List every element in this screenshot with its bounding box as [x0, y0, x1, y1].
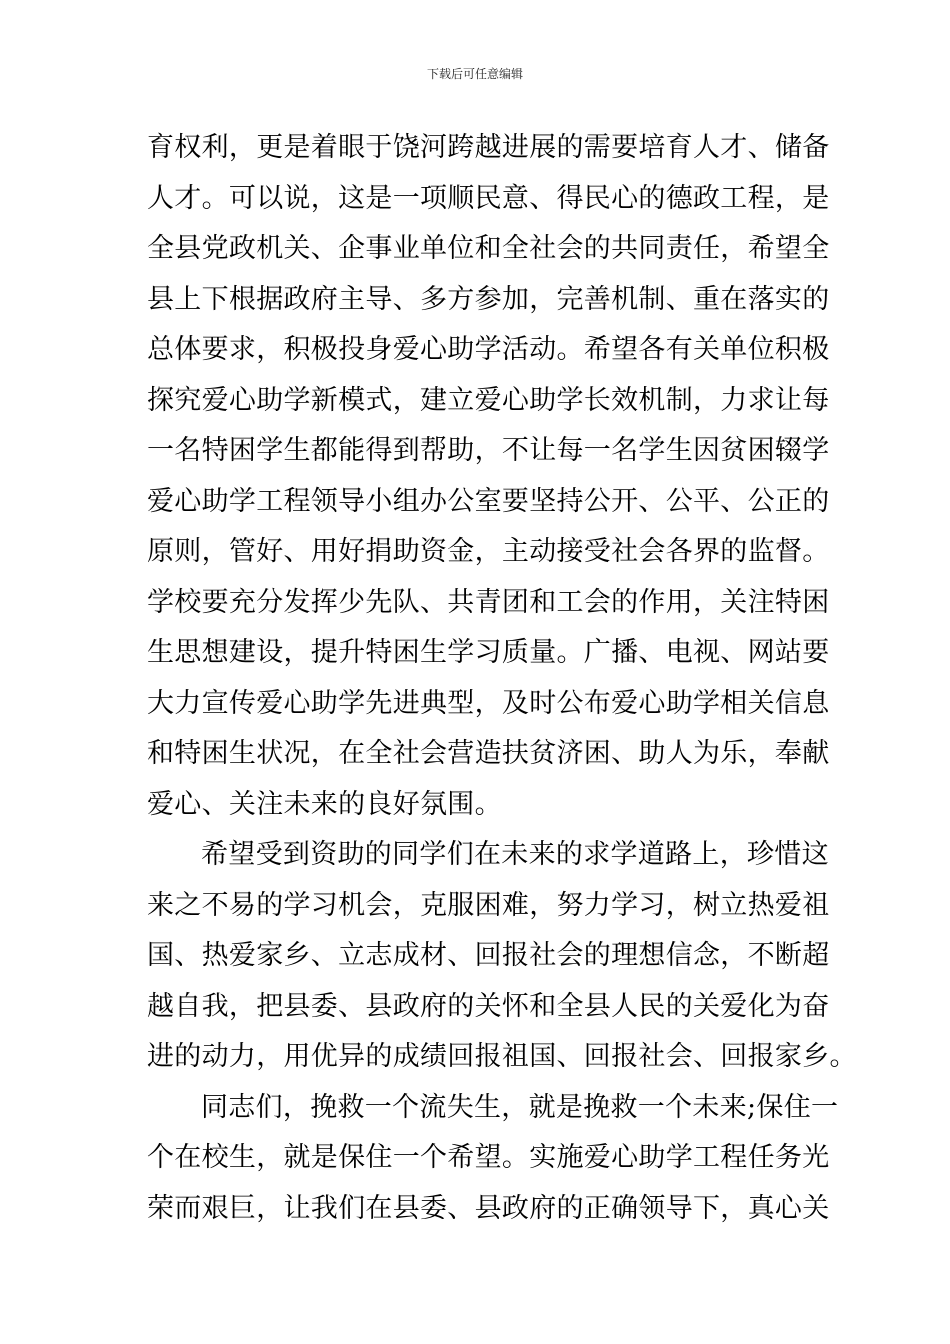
text-line: 育权利，更是着眼于饶河跨越进展的需要培育人才、储备 [147, 132, 830, 163]
page-header: 下载后可任意编辑 [426, 67, 523, 81]
text-line: 人才。可以说，这是一项顺民意、得民心的德政工程，是 [147, 182, 830, 214]
text-line: 全县党政机关、企事业单位和全社会的共同责任，希望全 [147, 233, 830, 264]
text-line: 越自我，把县委、县政府的关怀和全县人民的关爱化为奋 [147, 990, 830, 1022]
text-line: 个在校生，就是保住一个希望。实施爱心助学工程任务光 [147, 1142, 830, 1173]
text-line: 国、热爱家乡、立志成材、回报社会的理想信念，不断超 [147, 940, 830, 971]
text-line: 原则，管好、用好捐助资金，主动接受社会各界的监督。 [147, 536, 830, 567]
text-line: 来之不易的学习机会，克服困难，努力学习，树立热爱祖 [147, 889, 830, 921]
text-line: 生思想建设，提升特困生学习质量。广播、电视、网站要 [147, 637, 830, 668]
text-line: 县上下根据政府主导、多方参加，完善机制、重在落实的 [147, 283, 830, 315]
text-line: 爱心助学工程领导小组办公室要坚持公开、公平、公正的 [147, 485, 830, 517]
text-line: 爱心、关注未来的良好氛围。 [147, 788, 502, 820]
text-line: 一名特困学生都能得到帮助，不让每一名学生因贫困辍学 [147, 435, 830, 466]
text-line: 大力宣传爱心助学先进典型，及时公布爱心助学相关信息 [147, 687, 830, 719]
text-line: 学校要充分发挥少先队、共青团和工会的作用，关注特困 [147, 586, 830, 618]
text-line: 探究爱心助学新模式，建立爱心助学长效机制，力求让每 [147, 384, 830, 416]
document-body [147, 123, 857, 1234]
text-line: 荣而艰巨，让我们在县委、县政府的正确领导下，真心关 [147, 1192, 830, 1224]
text-line: 和特困生状况，在全社会营造扶贫济困、助人为乐，奉献 [147, 738, 830, 769]
text-line: 进的动力，用优异的成绩回报祖国、回报社会、回报家乡。 [147, 1041, 857, 1072]
paragraph-first-line: 希望受到资助的同学们在未来的求学道路上，珍惜这 [201, 839, 829, 870]
text-line: 总体要求，积极投身爱心助学活动。希望各有关单位积极 [147, 334, 830, 365]
paragraph-first-line: 同志们，挽救一个流失生，就是挽救一个未来;保住一 [201, 1091, 839, 1123]
